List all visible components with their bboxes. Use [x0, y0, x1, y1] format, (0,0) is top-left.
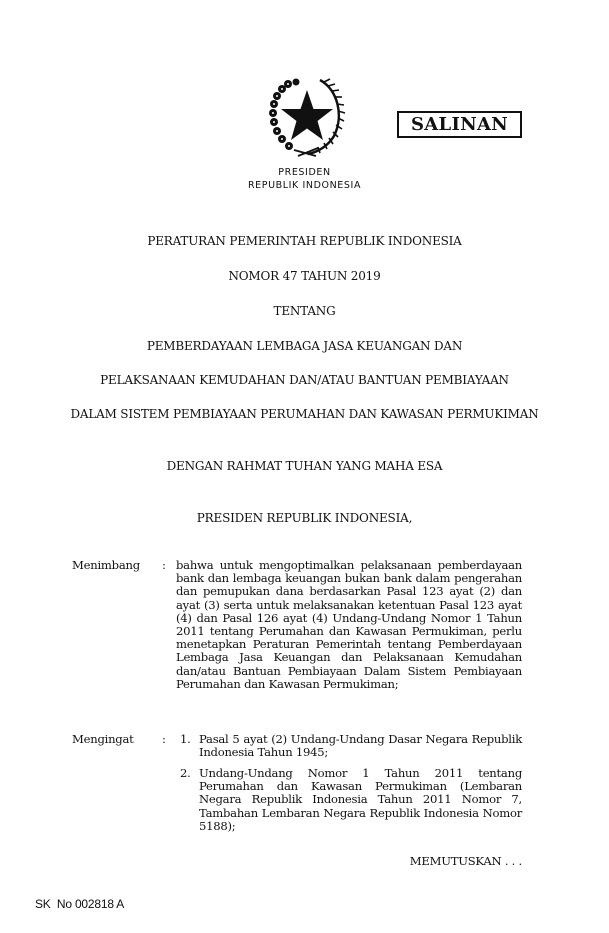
- mengingat-item-text: Pasal 5 ayat (2) Undang-Undang Dasar Negara Republik Indonesia Tahun 1945;: [199, 732, 522, 760]
- serial-number: SK No 002818 A: [35, 897, 125, 911]
- regulation-subject-line3: DALAM SISTEM PEMBIAYAAN PERUMAHAN DAN KAWASAN PERMUKIMAN: [70, 407, 539, 421]
- continuation-marker: MEMUTUSKAN . . .: [409, 854, 522, 868]
- mengingat-item-number: 1.: [180, 732, 191, 746]
- garuda-star-emblem-icon: [266, 76, 348, 158]
- regulation-subject-line2: PELAKSANAAN KEMUDAHAN DAN/ATAU BANTUAN PEMBIAYAAN: [100, 373, 509, 387]
- office-label-line2: REPUBLIK INDONESIA: [247, 180, 362, 191]
- menimbang-text: bahwa untuk mengoptimalkan pelaksanaan pemberdayaan bank dan lembaga keuangan bukan bank dalam pengerahan dan pemupukan dana berdasarkan Pasal 123 ayat (2) dan ayat (3) serta untuk melaksanakan ketentuan Pasal 123 ayat (4) dan Pasal 126 ayat (4) Undang-Undang Nomor 1 Tahun 2011 tentang Perumahan dan Kawasan Permukiman, perlu menetapkan Peraturan Pemerintah tentang Pemberdayaan Lembaga Jasa Keuangan dan Pelaksanaan Kemudahan dan/atau Bantuan Pembiayaan Dalam Sistem Pembiayaan Perumahan dan Kawasan Permukiman;: [176, 558, 522, 691]
- regulation-number: NOMOR 47 TAHUN 2019: [228, 269, 381, 283]
- regulation-title: PERATURAN PEMERINTAH REPUBLIK INDONESIA: [147, 234, 462, 248]
- mengingat-colon: :: [162, 732, 166, 746]
- mengingat-item-number: 2.: [180, 766, 191, 780]
- authority: PRESIDEN REPUBLIK INDONESIA,: [196, 511, 413, 525]
- mengingat-item-text: Undang-Undang Nomor 1 Tahun 2011 tentang Perumahan dan Kawasan Permukiman (Lembaran Negara Republik Indonesia Tahun 2011 Nomor 7, Tambahan Lembaran Negara Republik Indonesia Nomor 5188);: [199, 766, 522, 833]
- regulation-tentang: TENTANG: [273, 304, 336, 318]
- invocation: DENGAN RAHMAT TUHAN YANG MAHA ESA: [166, 459, 443, 473]
- mengingat-label: Mengingat: [72, 732, 134, 746]
- menimbang-colon: :: [162, 558, 166, 572]
- office-label-line1: PRESIDEN: [278, 167, 331, 178]
- menimbang-label: Menimbang: [72, 558, 140, 572]
- regulation-subject-line1: PEMBERDAYAAN LEMBAGA JASA KEUANGAN DAN: [146, 339, 463, 353]
- salinan-stamp: SALINAN: [397, 111, 522, 138]
